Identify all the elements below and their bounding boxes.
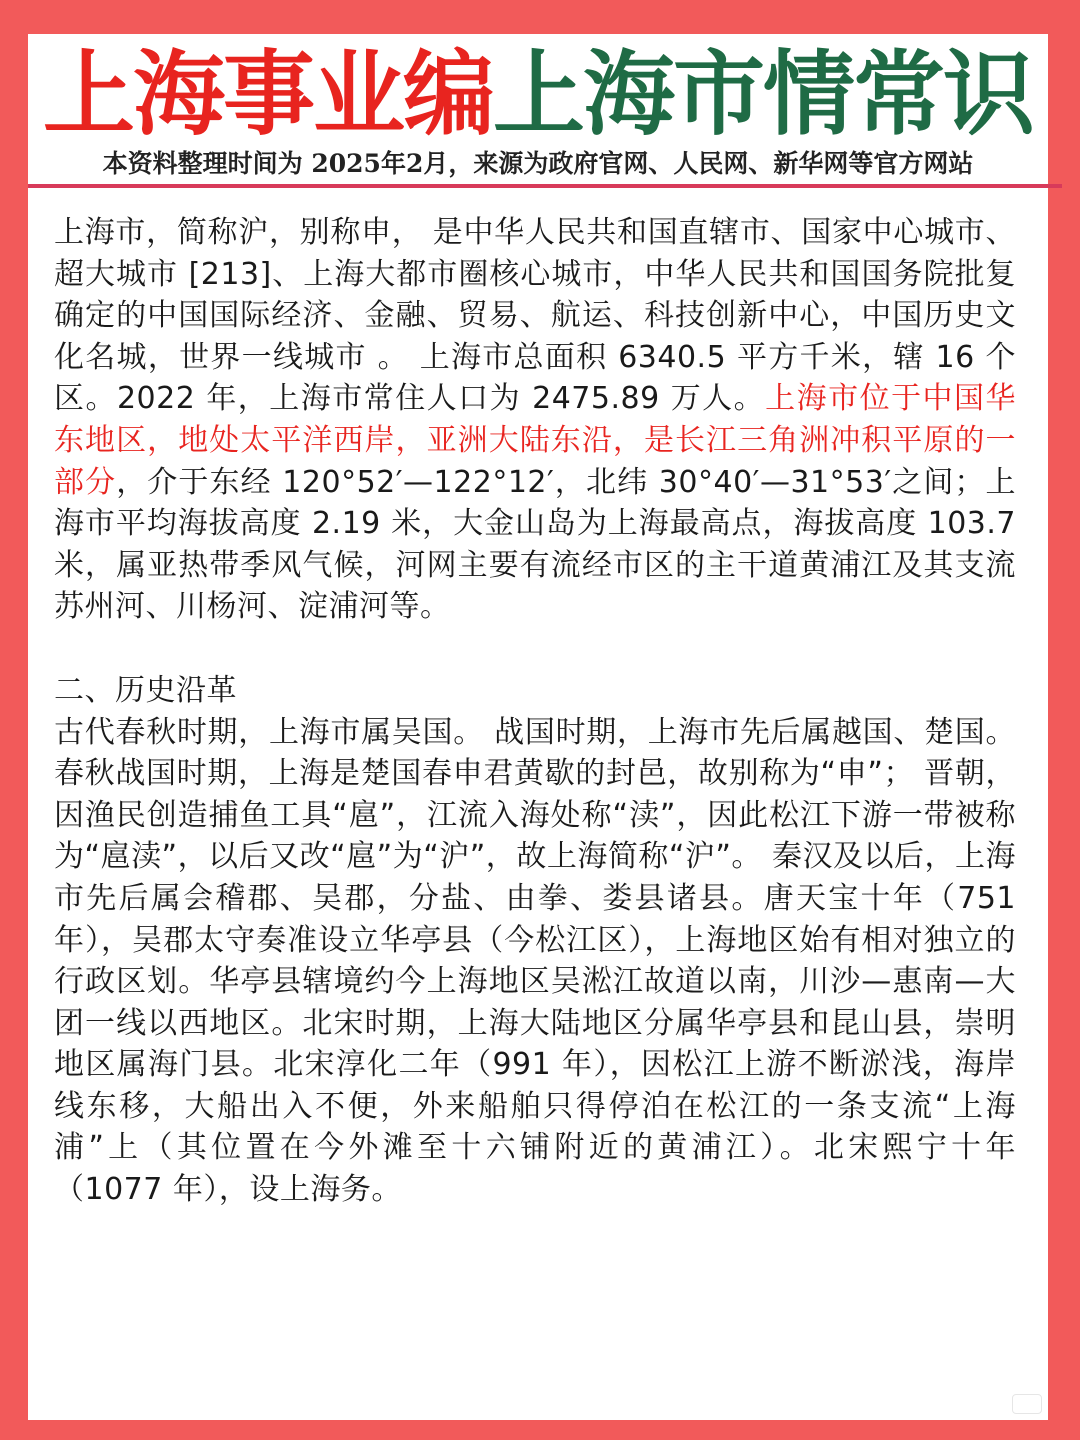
history-heading: 二、历史沿革: [54, 672, 237, 708]
intro-highlight: 上海市位于中国华东地区，地处太平洋西岸，亚洲大陆东沿，是长江三角洲冲积平原的一部分: [54, 381, 1017, 500]
paragraph-gap: [54, 628, 1016, 670]
watermark-icon: [1012, 1394, 1042, 1414]
header-divider: [28, 184, 1062, 188]
intro-text-after: ，介于东经 120°52′—122°12′，北纬 30°40′—31°53′之间；上海市平均海拔高度 2.19 米，大金山岛为上海最高点，海拔高度 103.7 米，属亚热带季风气候，河网主要有流经市区的主干道黄浦江及其支流 苏州河、川杨河、淀浦河等。: [54, 464, 1017, 625]
title-red-part: 上海事业编: [42, 40, 493, 148]
title-green-part: 上海市情常识: [493, 40, 1034, 148]
intro-text-before: 上海市，简称沪，别称申， 是中华人民共和国直辖市、国家中心城市、超大城市 [213]、上海大都市圈核心城市，中华人民共和国国务院批复确定的中国国际经济、金融、贸易、航运、科技创新中心，中国历史文化名城，世界一线城市 。 上海市总面积 6340.5 平方千米，辖 16 个区。2022 年，上海市常住人口为 2475.89 万人。: [54, 215, 1016, 417]
page-title: [28, 42, 1048, 146]
document-sheet: [28, 34, 1048, 1420]
document-body: [54, 212, 1016, 1211]
history-paragraph: 古代春秋时期，上海市属吴国。 战国时期，上海市先后属越国、楚国。 春秋战国时期，上海是楚国春申君黄歇的封邑，故别称为“申”； 晋朝，因渔民创造捕鱼工具“扈”，江流入海处称“渎”，因此松江下游一带被称为“扈渎”，以后又改“扈”为“沪”，故上海简称“沪”。 秦汉及以后，上海市先后属会稽郡、吴郡，分盐、由拳、娄县诸县。唐天宝十年（751 年），吴郡太守奏准设立华亭县（今松江区），上海地区始有相对独立的行政区划。华亭县辖境约今上海地区吴淞江故道以南，川沙—惠南—大团一线以西地区。北宋时期，上海大陆地区分属华亭县和昆山县，崇明地区属海门县。北宋淳化二年（991 年），因松江上游不断淤浅，海岸线东移，大船出入不便，外来船舶只得停泊在松江的一条支流“上海浦”上（其位置在今外滩至十六铺附近的黄浦江）。北宋熙宁十年（1077 年），设上海务。: [54, 714, 1016, 1208]
intro-paragraph: [54, 212, 1016, 628]
page-subtitle: 本资料整理时间为 2025年2月，来源为政府官网、人民网、新华网等官方网站: [102, 149, 974, 178]
